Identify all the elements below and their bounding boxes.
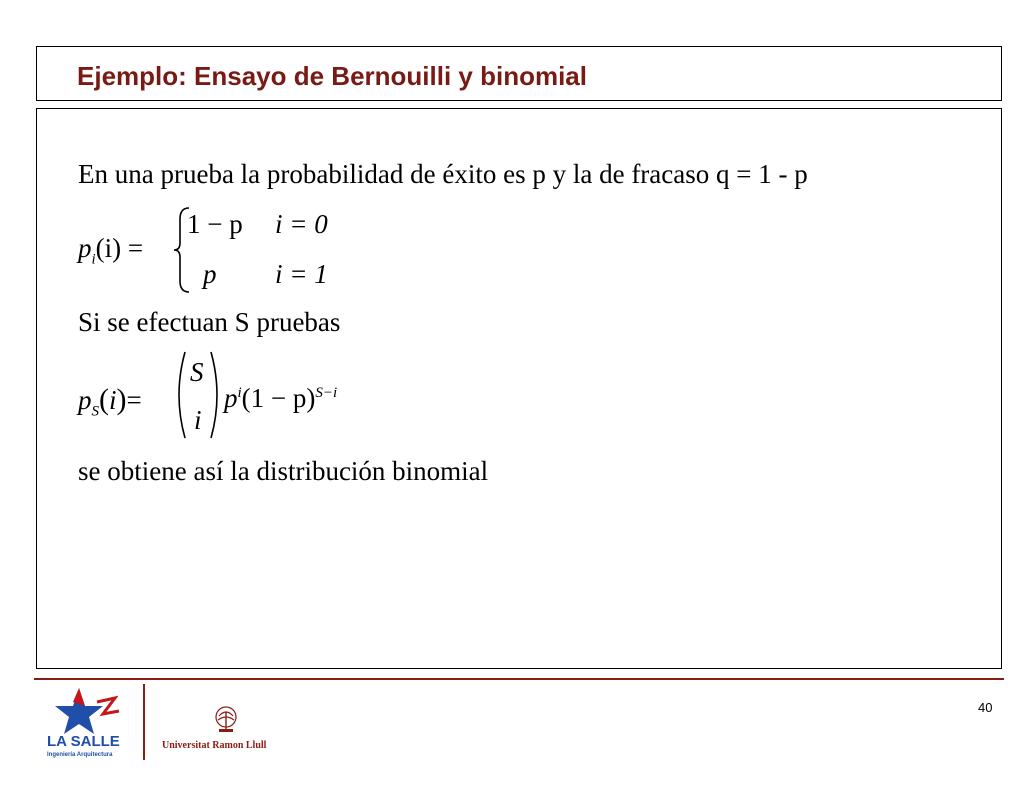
url-tree-seal-icon: [213, 706, 239, 734]
bernoulli-lhs-p: p: [78, 233, 92, 263]
intro-formula: q = 1 - p: [716, 159, 808, 189]
la-salle-logo: [45, 684, 135, 764]
page-number: 40: [978, 700, 993, 715]
bernoulli-lhs-arg: (i) =: [95, 233, 144, 263]
binomial-lhs: $p_S(i)=$: [78, 383, 142, 420]
slide-content-box: [36, 108, 1002, 669]
binomial-top: S: [190, 357, 204, 387]
binomial-lhs-arg: i: [109, 385, 117, 415]
binomial-bottom: i: [194, 405, 202, 435]
la-salle-wordmark: LA SALLE: [47, 733, 120, 750]
piecewise-row2-cond: i = 1: [275, 259, 328, 289]
binomial-equals: =: [126, 385, 142, 415]
la-salle-subtitle: Ingeniería Arquitectura: [47, 752, 113, 758]
intro-text: En una prueba la probabilidad de éxito es p y la de fracaso: [78, 159, 710, 189]
slide-title: Ejemplo: Ensayo de Bernouilli y binomial: [77, 61, 587, 91]
binomial-lhs-p: p: [78, 385, 92, 415]
logo-divider: [143, 684, 145, 760]
la-salle-star-icon: [45, 684, 135, 764]
binomial-q-base: (1 − p): [241, 383, 316, 413]
piecewise-row1-cond: i = 0: [275, 209, 328, 239]
trials-text: Si se efectuan S pruebas: [78, 307, 341, 337]
bernoulli-lhs-sub: i: [91, 251, 96, 268]
slide-title-box: [36, 46, 1002, 101]
binomial-p-base: p: [224, 383, 238, 413]
binomial-rhs: [224, 383, 337, 414]
url-wordmark: Universitat Ramon Llull: [162, 740, 267, 751]
binomial-q-exp: S−i: [315, 385, 338, 401]
conclusion-text: se obtiene así la distribución binomial: [78, 456, 489, 486]
binomial-lhs-sub: S: [91, 403, 99, 420]
footer-rule: [34, 678, 1004, 680]
bernoulli-lhs: [78, 233, 143, 268]
binomial-p-exp: i: [237, 385, 242, 401]
piecewise-row1-value: 1 − p: [187, 209, 243, 239]
intro-line: [78, 159, 808, 190]
piecewise-row2-value: p: [203, 259, 217, 289]
url-logo: [150, 700, 310, 760]
